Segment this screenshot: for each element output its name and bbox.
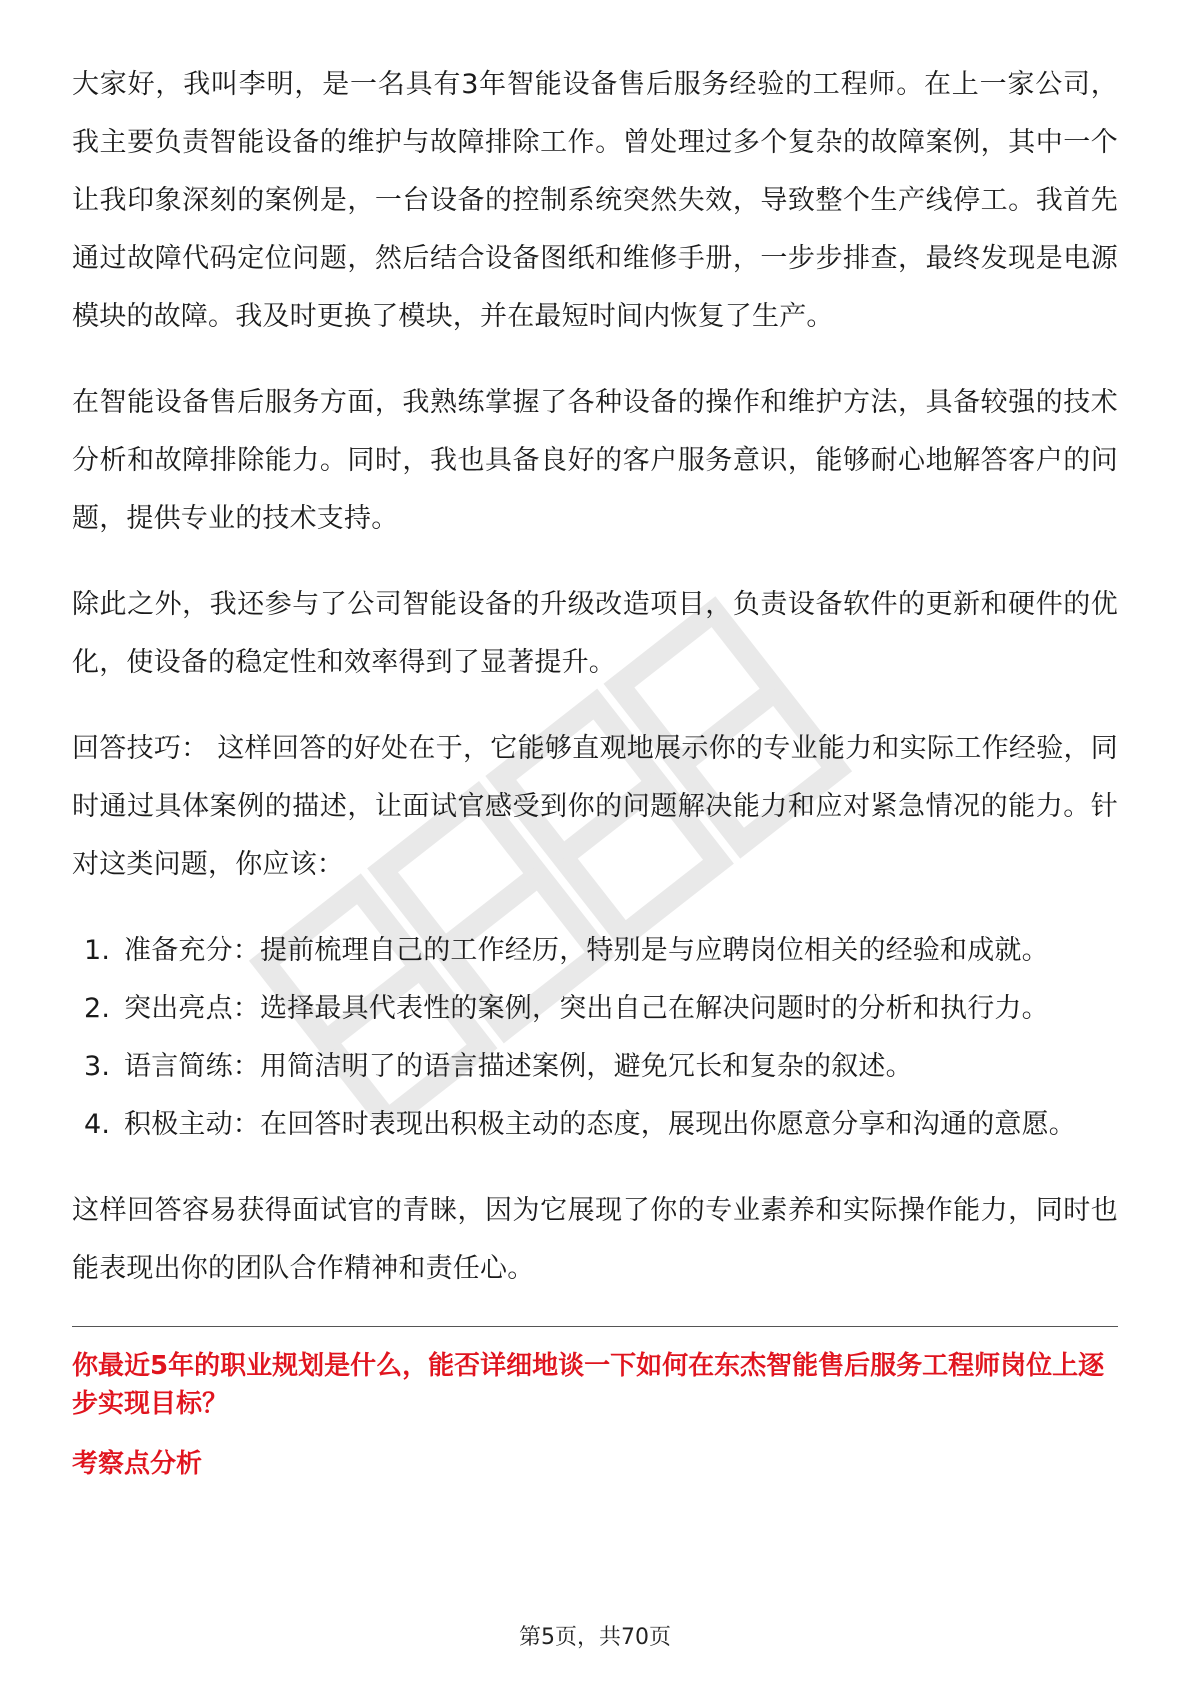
list-item-number: 2. — [84, 993, 111, 1024]
project-paragraph: 除此之外，我还参与了公司智能设备的升级改造项目，负责设备软件的更新和硬件的优化，使设备的稳定性和效率得到了显著提升。 — [72, 589, 1118, 678]
section-divider — [72, 1326, 1118, 1327]
list-item — [72, 980, 1118, 1038]
list-item-number: 1. — [84, 935, 111, 966]
skills-paragraph: 在智能设备售后服务方面，我熟练掌握了各种设备的操作和维护方法，具备较强的技术分析和故障排除能力。同时，我也具备良好的客户服务意识，能够耐心地解答客户的问题，提供专业的技术支持。 — [72, 387, 1118, 534]
document-page — [72, 56, 1118, 1483]
list-item — [72, 1038, 1118, 1096]
page-number-footer: 第5页，共70页 — [519, 1625, 671, 1650]
list-item-text: 准备充分：提前梳理自己的工作经历，特别是与应聘岗位相关的经验和成就。 — [124, 935, 1049, 966]
list-item-text: 突出亮点：选择最具代表性的案例，突出自己在解决问题时的分析和执行力。 — [124, 993, 1049, 1024]
tips-list — [72, 922, 1118, 1154]
section-title: 考察点分析 — [72, 1449, 203, 1479]
answer-tips-paragraph: 回答技巧： 这样回答的好处在于，它能够直观地展示你的专业能力和实际工作经验，同时通过具体案例的描述，让面试官感受到你的问题解决能力和应对紧急情况的能力。针对这类问题，你应该： — [72, 733, 1118, 880]
list-item-number: 4. — [84, 1109, 111, 1140]
list-item-number: 3. — [84, 1051, 111, 1082]
list-item — [72, 922, 1118, 980]
list-item-text: 语言简练：用简洁明了的语言描述案例，避免冗长和复杂的叙述。 — [124, 1051, 913, 1082]
closing-paragraph: 这样回答容易获得面试官的青睐，因为它展现了你的专业素养和实际操作能力，同时也能表现出你的团队合作精神和责任心。 — [72, 1195, 1118, 1284]
list-item-text: 积极主动：在回答时表现出积极主动的态度，展现出你愿意分享和沟通的意愿。 — [124, 1109, 1076, 1140]
list-item — [72, 1096, 1118, 1154]
interview-question: 你最近5年的职业规划是什么，能否详细地谈一下如何在东杰智能售后服务工程师岗位上逐步实现目标？ — [72, 1351, 1105, 1419]
intro-paragraph: 大家好，我叫李明，是一名具有3年智能设备售后服务经验的工程师。在上一家公司，我主要负责智能设备的维护与故障排除工作。曾处理过多个复杂的故障案例，其中一个让我印象深刻的案例是，一台设备的控制系统突然失效，导致整个生产线停工。我首先通过故障代码定位问题，然后结合设备图纸和维修手册，一步步排查，最终发现是电源模块的故障。我及时更换了模块，并在最短时间内恢复了生产。 — [72, 69, 1118, 332]
